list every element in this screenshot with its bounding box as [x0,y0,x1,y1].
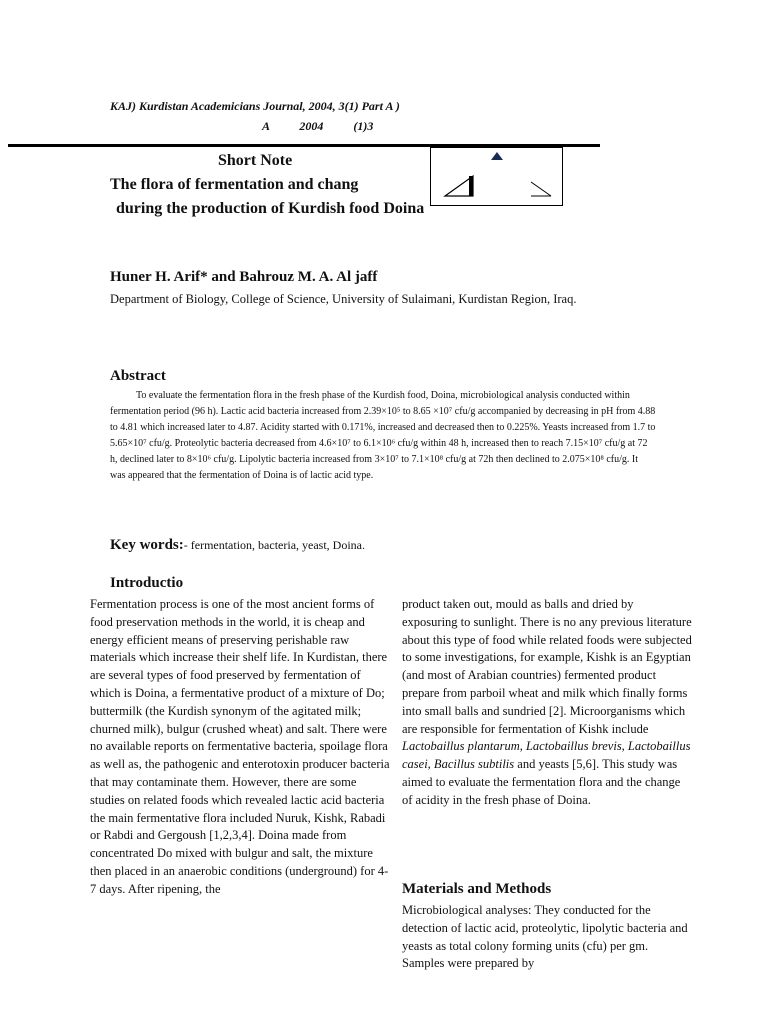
keywords-text: - fermentation, bacteria, yeast, Doina. [183,538,366,552]
short-note-label: Short Note [218,152,293,169]
methods-heading: Materials and Methods [402,881,552,897]
paper-title-line2: during the production of Kurdish food Doina [116,200,425,217]
abstract-text: To evaluate the fermentation flora in the fresh phase of the Kurdish food, Doina, microbiological analysis conducted within fermentation period (96 h). Lactic acid bacteria increased from 2.39×10⁵ to 8.65 ×10⁷ cfu/g accompanied by decreasing in pH from 4.88 to 4.81 which increased later to 4.87. Acidity started with 0.171%, increased and decreased then to 0.225%. Yeasts increased from 1.7 to 5.65×10⁷ cfu/g. Proteolytic bacteria decreased from 4.6×10⁷ to 6.1×10⁶ cfu/g within 48 h, increased then to reach 7.15×10⁷ cfu/g at 72 h, declined later to 8×10⁶ cfu/g. Lipolytic bacteria increased from 3×10⁷ to 7.1×10⁸ cfu/g at 72h then declined to 2.075×10⁸ cfu/g. It was appeared that the fermentation of Doina is of lactic acid type. [110,390,656,481]
affiliation: Department of Biology, College of Science, University of Sulaimani, Kurdistan Region, Iraq. [110,292,577,306]
introduction-column-2 [402,596,692,810]
keywords-label: Key words: [110,537,184,553]
abstract-heading: Abstract [110,368,166,384]
intro-col2-text-a: product taken out, mould as balls and dried by exposuring to sunlight. There is no any previous literature about this type of food while related foods were subjected to some investigations, for example, Kishk is an Egyptian (and most of Arabian countries) fermented product prepare from parboil wheat and milk which finally forms into small balls and sundried [2]. Microorganisms which are responsible for fermentation of Kishk include [402,597,692,736]
intro-col2-text-b: and yeasts [5,6]. This study was aimed to evaluate the fermentation flora and the change of acidity in the fresh phase of Doina. [402,757,681,807]
methods-text: Microbiological analyses: They conducted for the detection of lactic acid, proteolytic, lipolytic bacteria and yeasts as total colony forming units (cfu) per gm. Samples were prepared by [402,903,688,971]
journal-citation-secondary: A 2004 (1)3 [262,119,374,133]
paper-title-line1: The flora of fermentation and chang [110,176,359,193]
keywords [110,537,365,554]
authors: Huner H. Arif* and Bahrouz M. A. Al jaff [110,269,378,285]
journal-citation: KAJ) Kurdistan Academicians Journal, 2004, 3(1) Part A ) [110,99,400,113]
introduction-heading: Introductio [110,575,184,591]
introduction-column-1: Fermentation process is one of the most ancient forms of food preservation methods in the world, it is cheap and energy efficient means of preserving perishable raw materials which increase their shelf life. In Kurdistan, there are several types of food preserved by fermentation of which is Doina, a fermentative product of a mixture of Do; buttermilk (the Kurdish synonym of the agitated milk; churned milk), bulgur (crushed wheat) and salt. There were no available reports on fermentative bacteria, spoilage flora as well as, the pathogenic and enterotoxin producer bacteria that may contaminate them. However, there are some studies on related foods which revealed lactic acid bacteria the main fermentative flora included Nuruk, Kishk, Rabadi or Rabdi and Gergoush [1,2,3,4]. Doina made from concentrated Do mixed with bulgur and salt, the mixture then placed in an anaerobic conditions (underground) for 4-7 days. After ripening, the [90,597,390,896]
intro-col2-species: Lactobaillus plantarum, Lactobaillus brevis, Lactobaillus casei, Bacillus subtilis [402,739,691,772]
journal-logo-icon [431,148,562,205]
journal-logo-box [430,147,563,206]
